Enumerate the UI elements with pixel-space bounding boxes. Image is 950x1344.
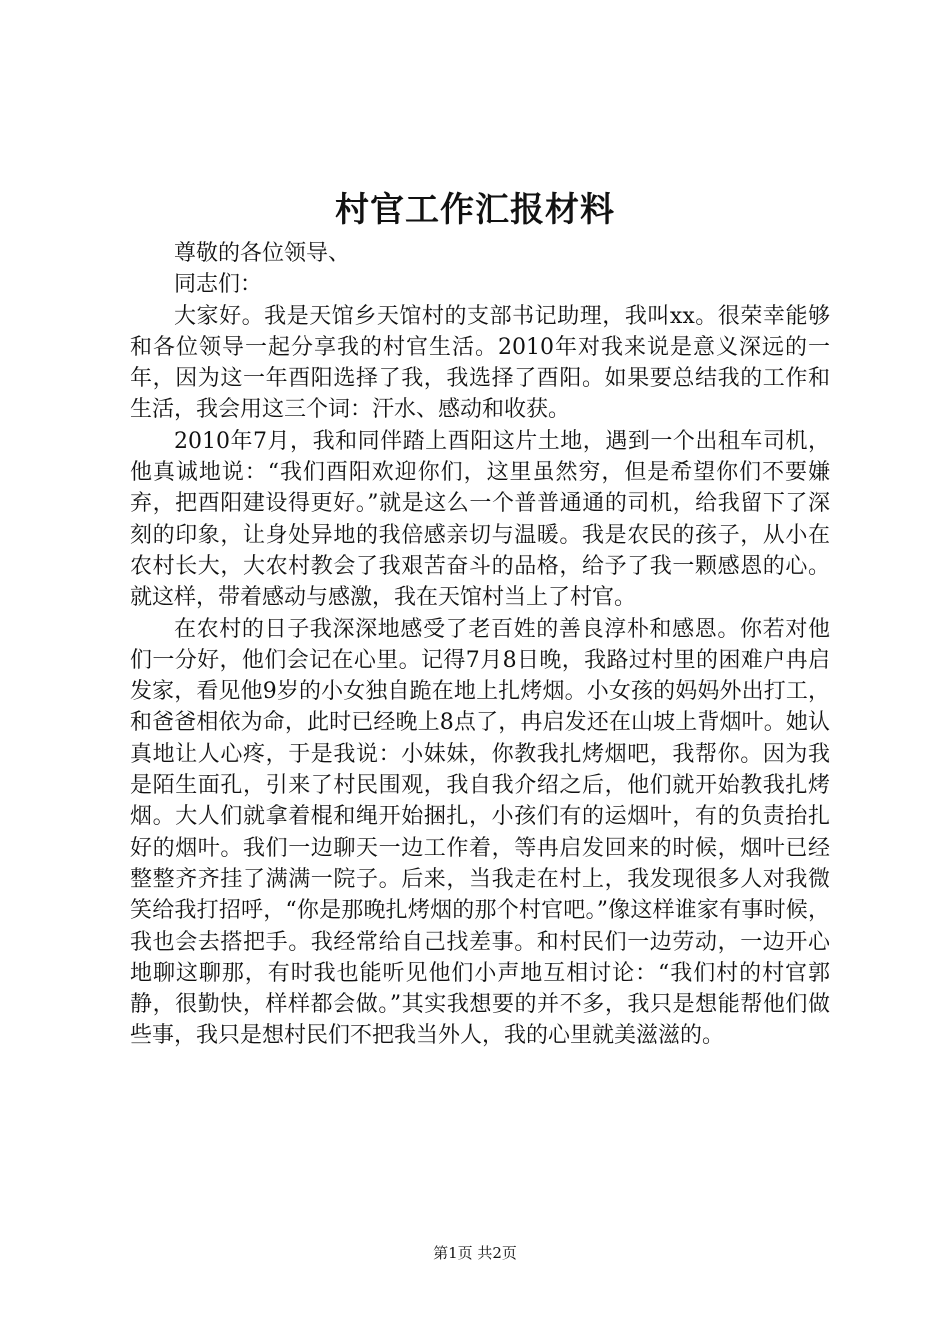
paragraph-1: 大家好。我是天馆乡天馆村的支部书记助理，我叫xx。很荣幸能够和各位领导一起分享我的村官生活。2010年对我来说是意义深远的一年，因为这一年酉阳选择了我，我选择了酉阳。如果要总结我的工作和生活，我会用这三个词：汗水、感动和收获。 bbox=[130, 303, 830, 423]
document-title: 村官工作汇报材料 bbox=[335, 190, 615, 230]
document-body bbox=[130, 238, 830, 1052]
paragraph-2: 2010年7月，我和同伴踏上酉阳这片土地，遇到一个出租车司机，他真诚地说：“我们酉阳欢迎你们，这里虽然穷，但是希望你们不要嫌弃，把酉阳建设得更好。”就是这么一个普普通通的司机，给我留下了深刻的印象，让身处异地的我倍感亲切与温暖。我是农民的孩子，从小在农村长大，大农村教会了我艰苦奋斗的品格，给予了我一颗感恩的心。就这样，带着感动与感激，我在天馆村当上了村官。 bbox=[130, 428, 830, 611]
salutation-line-1: 尊敬的各位领导、 bbox=[174, 241, 351, 266]
page-footer: 第1页 共2页 bbox=[433, 1244, 517, 1262]
salutation-line-2: 同志们： bbox=[174, 272, 263, 298]
paragraph-3: 在农村的日子我深深地感受了老百姓的善良淳朴和感恩。你若对他们一分好，他们会记在心里。记得7月8日晚，我路过村里的困难户冉启发家，看见他9岁的小女独自跪在地上扎烤烟。小女孩的妈妈外出打工，和爸爸相依为命，此时已经晚上8点了，冉启发还在山坡上背烟叶。她认真地让人心疼，于是我说：小妹妹，你教我扎烤烟吧，我帮你。因为我是陌生面孔，引来了村民围观，我自我介绍之后，他们就开始教我扎烤烟。大人们就拿着棍和绳开始捆扎，小孩们有的运烟叶，有的负责抬扎好的烟叶。我们一边聊天一边工作着，等冉启发回来的时候，烟叶已经整整齐齐挂了满满一院子。后来，当我走在村上，我发现很多人对我微笑给我打招呼，“你是那晚扎烤烟的那个村官吧。”像这样谁家有事时候，我也会去搭把手。我经常给自己找差事。和村民们一边劳动，一边开心地聊这聊那，有时我也能听见他们小声地互相讨论：“我们村的村官郭静，很勤快，样样都会做。”其实我想要的并不多，我只是想能帮他们做些事，我只是想村民们不把我当外人，我的心里就美滋滋的。 bbox=[130, 616, 830, 1049]
